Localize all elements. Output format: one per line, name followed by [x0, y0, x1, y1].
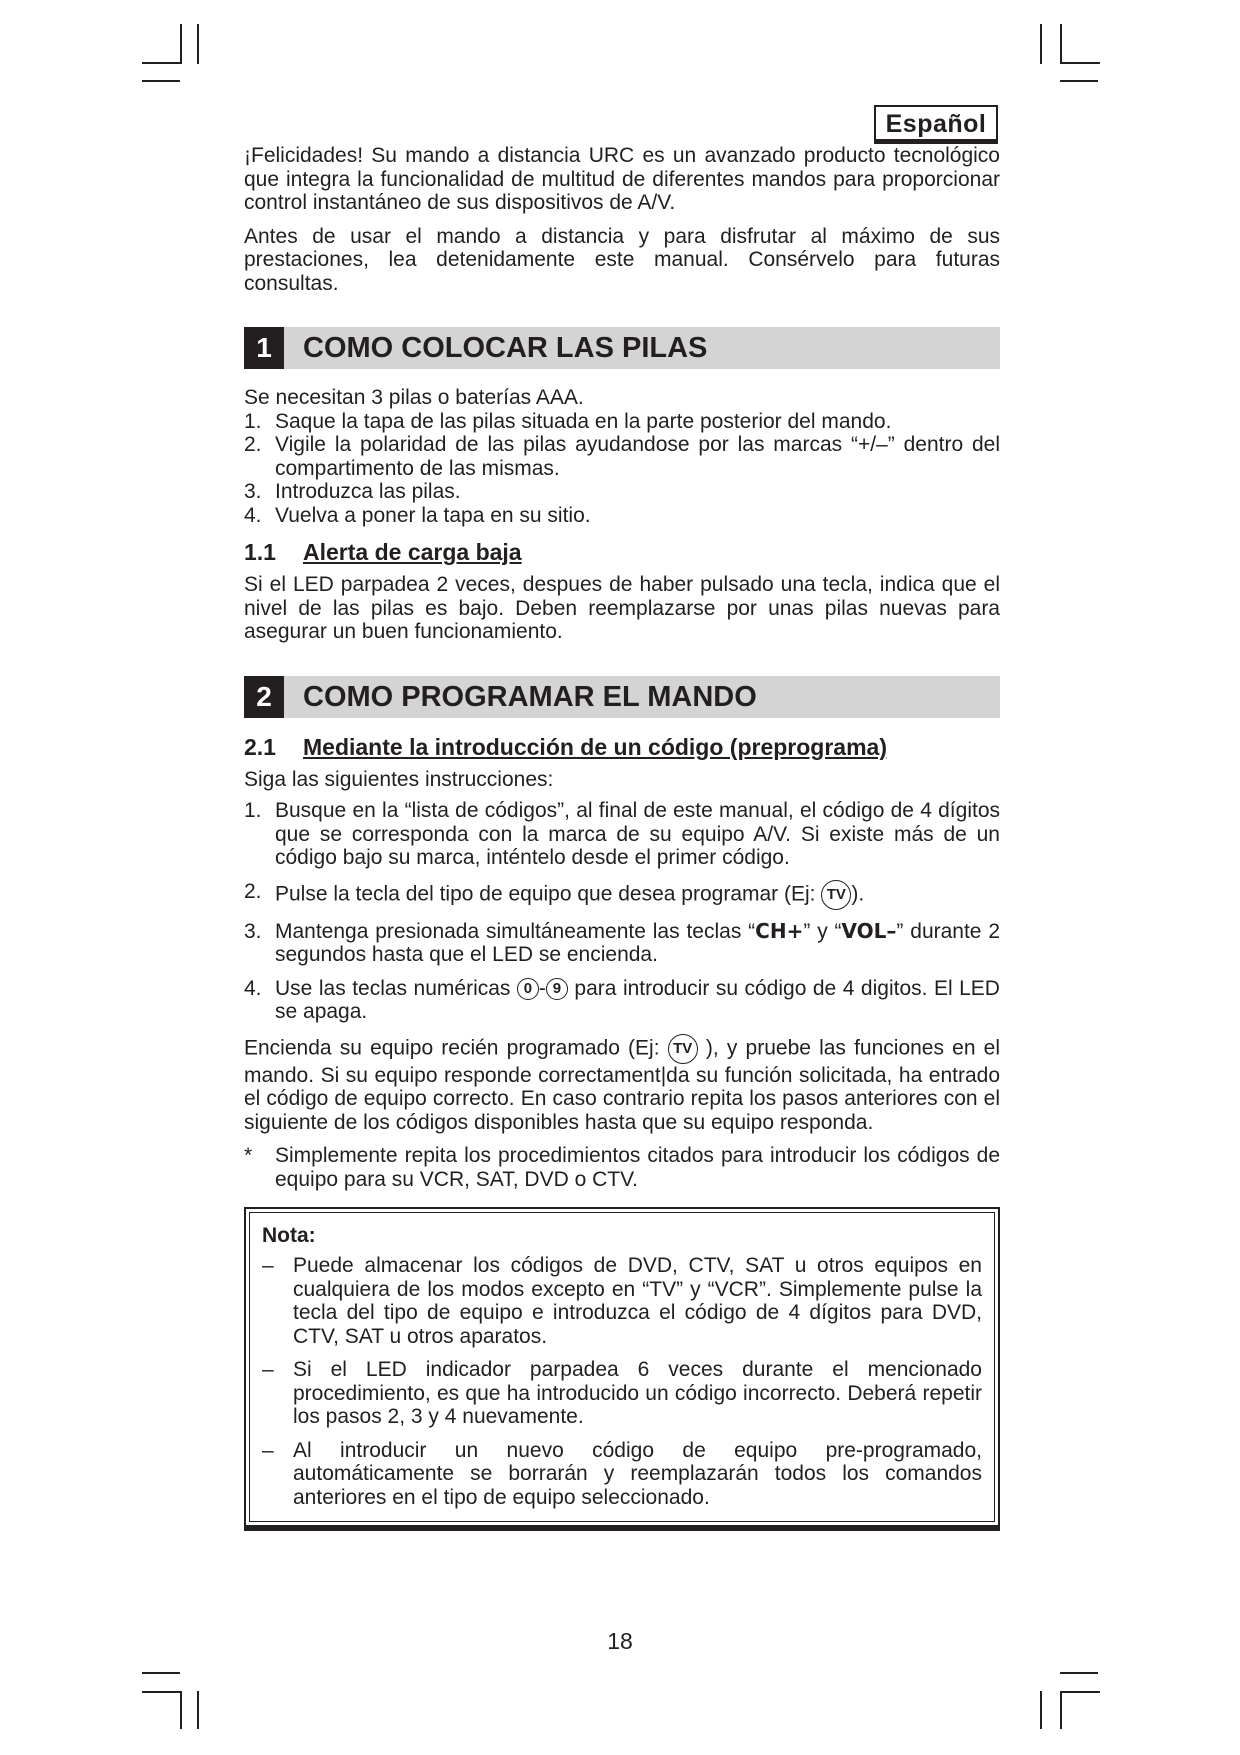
step-number: 3. [244, 480, 262, 503]
step-number: 4. [244, 976, 262, 1000]
step-text: Vigile la polaridad de las pilas ayudandose por las marcas “+/–” dentro del compartimento de las mismas. [275, 433, 1000, 480]
list-item [244, 920, 1000, 967]
step-number: 2. [244, 879, 262, 903]
step-number: 2. [244, 433, 262, 456]
list-item [262, 1358, 982, 1429]
note-text: Puede almacenar los códigos de DVD, CTV, SAT u otros equipos en cualquiera de los modos excepto en “TV” y “VCR”. Simplemente pulse la tecla del tipo de equipo e introduzca el código de 4 dígitos para DVD, CTV, SAT u otros aparatos. [293, 1254, 982, 1348]
step-text: para introducir su código de 4 digitos. El LED se apaga. [275, 976, 1000, 1023]
section-1-title: COMO COLOCAR LAS PILAS [303, 332, 708, 364]
subsection-1-1-heading [244, 539, 1000, 565]
language-tag [874, 105, 998, 141]
note-box [244, 1207, 1000, 1527]
section-1-lead: Se necesitan 3 pilas o baterías AAA. [244, 386, 584, 409]
section-1-number: 1 [244, 327, 284, 369]
dash-mark: – [262, 1254, 274, 1277]
subsection-1-1-title: Alerta de carga baja [303, 539, 522, 565]
language-tag-label: Español [885, 110, 987, 138]
section-2-lead: Siga las siguientes instrucciones: [244, 767, 554, 791]
zero-key-icon: 0 [517, 978, 539, 1000]
closing-text-end: ), y pruebe las funciones en el mando. Si su equipo responde correctament|da su función solicitada, ha entrado el código de equipo correcto. En caso contrario repita los pasos anteriores con el siguiente de los códigos disponibles hasta que su equipo responda. [244, 1036, 1001, 1134]
step-text: Vuelva a poner la tapa en su sitio. [275, 503, 591, 527]
list-item [244, 433, 1000, 480]
list-item [262, 1254, 982, 1348]
list-item [262, 1439, 982, 1510]
subsection-2-1-number: 2.1 [244, 733, 276, 760]
intro-paragraph-2: Antes de usar el mando a distancia y para disfrutar al máximo de sus prestaciones, lea detenidamente este manual. Consérvelo para futuras consultas. [244, 224, 1000, 295]
note-text: Si el LED indicador parpadea 6 veces durante el mencionado procedimiento, es que ha introducido un código incorrecto. Deberá repetir los pasos 2, 3 y 4 nuevamente. [293, 1358, 982, 1428]
step-number: 4. [244, 503, 262, 527]
tv-key-icon: TV [821, 880, 851, 910]
step-text: Use las teclas numéricas [275, 976, 511, 1000]
note-text: Al introducir un nuevo código de equipo pre-programado, automáticamente se borrarán y reemplazarán todos los comandos anteriores en el tipo de equipo seleccionado. [293, 1438, 982, 1509]
list-item [244, 480, 1000, 504]
star-note [244, 1144, 1000, 1191]
tv-key-icon: TV [668, 1034, 698, 1064]
closing-text-start: Encienda su equipo recién programado (Ej: [244, 1036, 660, 1060]
star-note-text: Simplemente repita los procedimientos citados para introducir los códigos de equipo para su VCR, SAT, DVD o CTV. [275, 1144, 1000, 1191]
section-1-steps [244, 410, 1000, 528]
step-text: Mantenga presionada simultáneamente las teclas “ [275, 919, 756, 943]
step-text: Saque la tapa de las pilas situada en la parte posterior del mando. [275, 409, 892, 433]
step-text: ). [851, 882, 865, 906]
section-2-number: 2 [244, 676, 284, 718]
vol-minus-key-label: VOL– [841, 918, 897, 943]
list-item [244, 410, 1000, 434]
ch-plus-key-label: CH+ [755, 918, 804, 943]
section-1-header [244, 327, 1000, 369]
step-text: ” durante 2 segundos hasta que el LED se encienda. [275, 919, 1001, 966]
step-number: 1. [244, 409, 262, 433]
page-content [244, 144, 1000, 1527]
step-text: Introduzca las pilas. [275, 480, 461, 503]
note-title: Nota: [262, 1224, 316, 1247]
page-number: 18 [607, 1628, 633, 1654]
list-item [244, 504, 1000, 528]
subsection-2-1-heading [244, 734, 1000, 760]
section-2-steps [244, 799, 1000, 1024]
step-text: Pulse la tecla del tipo de equipo que desea programar (Ej: [275, 882, 816, 906]
low-battery-text: Si el LED parpadea 2 veces, despues de haber pulsado una tecla, indica que el nivel de las pilas es bajo. Deben reemplazarse por unas pilas nuevas para asegurar un buen funcionamiento. [244, 573, 1000, 643]
section-2-title: COMO PROGRAMAR EL MANDO [303, 680, 757, 713]
subsection-2-1-title: Mediante la introducción de un código (preprograma) [303, 733, 887, 760]
asterisk-mark: * [244, 1144, 253, 1167]
step-text: ” y “ [803, 919, 842, 943]
subsection-1-1-number: 1.1 [244, 539, 276, 565]
section-2-header [244, 676, 1000, 718]
closing-paragraph [244, 1034, 1000, 1135]
list-item [244, 880, 1000, 910]
intro-paragraph-1: ¡Felicidades! Su mando a distancia URC es un avanzado producto tecnológico que integra la funcionalidad de multitud de diferentes mandos para proporcionar control instantáneo de sus dispositivos de A/V. [244, 144, 1000, 214]
list-item [244, 1144, 1000, 1191]
dash-mark: – [262, 1438, 274, 1462]
list-item [244, 977, 1000, 1024]
step-number: 3. [244, 919, 262, 943]
step-number: 1. [244, 799, 262, 822]
step-text: Busque en la “lista de códigos”, al final de este manual, el código de 4 dígitos que se corresponda con la marca de su equipo A/V. Si existe más de un código bajo su marca, inténtelo desde el primer código. [275, 799, 1000, 869]
nine-key-icon: 9 [546, 978, 568, 1000]
list-item [244, 799, 1000, 870]
note-list [262, 1254, 982, 1509]
dash-mark: – [262, 1358, 274, 1381]
range-dash: - [538, 976, 546, 1000]
